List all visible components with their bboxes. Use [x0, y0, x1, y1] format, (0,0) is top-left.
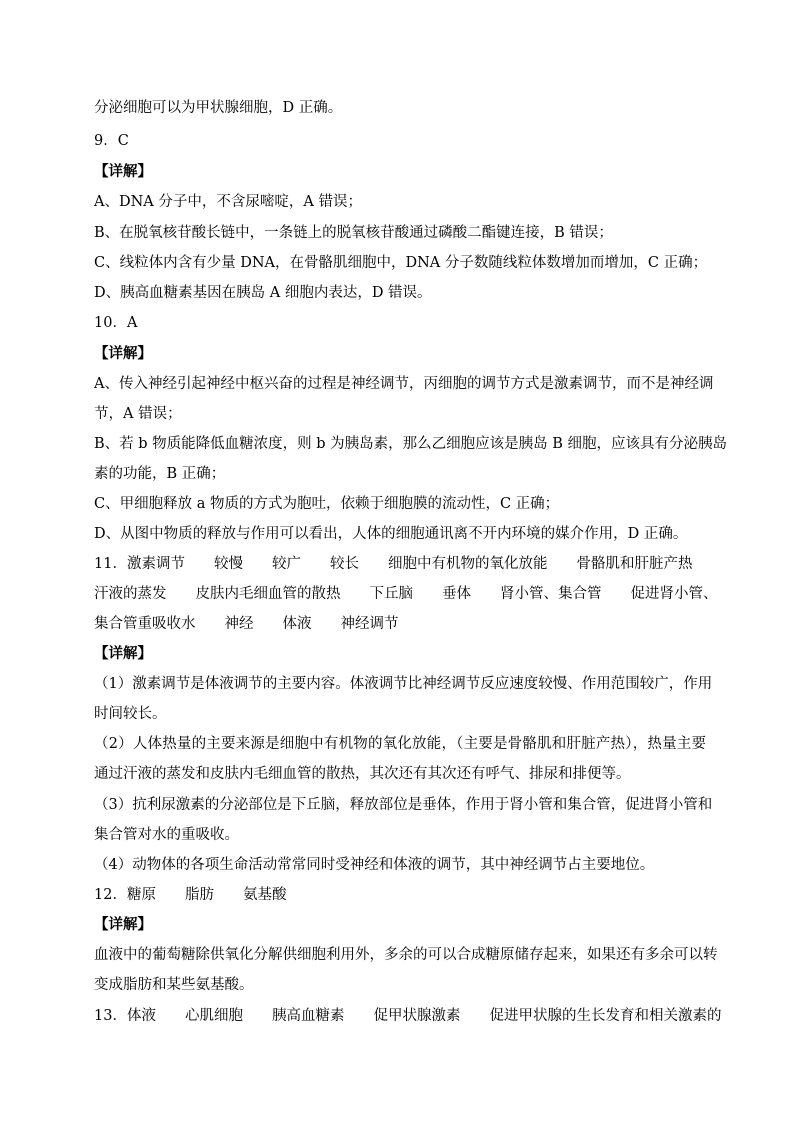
answer-12-explanation-label: 【详解】 — [94, 916, 152, 933]
answer-11-point-3-line-1: （3）抗利尿激素的分泌部位是下丘脑，释放部位是垂体，作用于肾小管和集合管，促进肾小管和 — [94, 797, 713, 813]
answer-11-point-3-line-2: 集合管对水的重吸收。 — [94, 827, 239, 843]
answer-11-point-1-line-2: 时间较长。 — [94, 706, 167, 722]
answer-11-explanation-label: 【详解】 — [94, 645, 152, 662]
answer-10-explanation-label: 【详解】 — [94, 345, 152, 362]
answer-13-line-1: 13．体液 心肌细胞 胰高血糖素 促甲状腺激素 促进甲状腺的生长发育和相关激素的 — [94, 1008, 722, 1024]
answer-10-option-a-line-1: A、传入神经引起神经中枢兴奋的过程是神经调节，丙细胞的调节方式是激素调节，而不是神经调 — [94, 376, 714, 392]
answer-9-explanation-label: 【详解】 — [94, 163, 152, 180]
answer-12-explanation-line-1: 血液中的葡萄糖除供氧化分解供细胞利用外，多余的可以合成糖原储存起来，如果还有多余可以转 — [94, 947, 718, 963]
answer-10-option-c: C、甲细胞释放 a 物质的方式为胞吐，依赖于细胞膜的流动性，C 正确； — [94, 496, 560, 512]
answer-11-point-4: （4）动物体的各项生命活动常常同时受神经和体液的调节，其中神经调节占主要地位。 — [94, 857, 655, 873]
answer-10-option-a-line-2: 节，A 错误； — [94, 406, 182, 422]
answer-11-point-2-line-2: 通过汗液的蒸发和皮肤内毛细血管的散热，其次还有其次还有呼气、排尿和排便等。 — [94, 766, 631, 782]
answer-11-point-2-line-1: （2）人体热量的主要来源是细胞中有机物的氧化放能，（主要是骨骼肌和肝脏产热），热量主要 — [94, 736, 706, 752]
answer-9-option-c: C、线粒体内含有少量 DNA，在骨骼肌细胞中，DNA 分子数随线粒体数增加而增加，C 正确； — [94, 255, 708, 271]
answer-9-option-a: A、DNA 分子中，不含尿嘧啶，A 错误； — [94, 194, 362, 210]
answer-11-point-1-line-1: （1）激素调节是体液调节的主要内容。体液调节比神经调节反应速度较慢、作用范围较广，作用 — [94, 676, 713, 692]
answer-11-line-1: 11．激素调节 较慢 较广 较长 细胞中有机物的氧化放能 骨骼肌和肝脏产热 — [94, 556, 693, 572]
answer-11-line-2: 汗液的蒸发 皮肤内毛细血管的散热 下丘脑 垂体 肾小管、集合管 促进肾小管、 — [94, 586, 718, 602]
answer-9-option-d: D、胰高血糖素基因在胰岛 A 细胞内表达，D 错误。 — [94, 285, 432, 301]
answer-10-heading: 10．A — [94, 315, 138, 331]
answer-9-option-b: B、在脱氧核苷酸长链中，一条链上的脱氧核苷酸通过磷酸二酯键连接，B 错误； — [94, 225, 613, 241]
answer-8-conclusion: 分泌细胞可以为甲状腺细胞，D 正确。 — [94, 100, 343, 116]
answer-10-option-d: D、从图中物质的释放与作用可以看出，人体的细胞通讯离不开内环境的媒介作用，D 正确。 — [94, 526, 688, 542]
answer-10-option-b-line-1: B、若 b 物质能降低血糖浓度，则 b 为胰岛素，那么乙细胞应该是胰岛 B 细胞，应该具有分泌胰岛 — [94, 436, 728, 452]
answer-9-heading: 9．C — [94, 133, 129, 149]
answer-11-line-3: 集合管重吸收水 神经 体液 神经调节 — [94, 616, 399, 632]
answer-12-explanation-line-2: 变成脂肪和某些氨基酸。 — [94, 977, 254, 993]
answer-10-option-b-line-2: 素的功能，B 正确； — [94, 466, 226, 482]
answer-12-heading: 12．糖原 脂肪 氨基酸 — [94, 887, 287, 903]
